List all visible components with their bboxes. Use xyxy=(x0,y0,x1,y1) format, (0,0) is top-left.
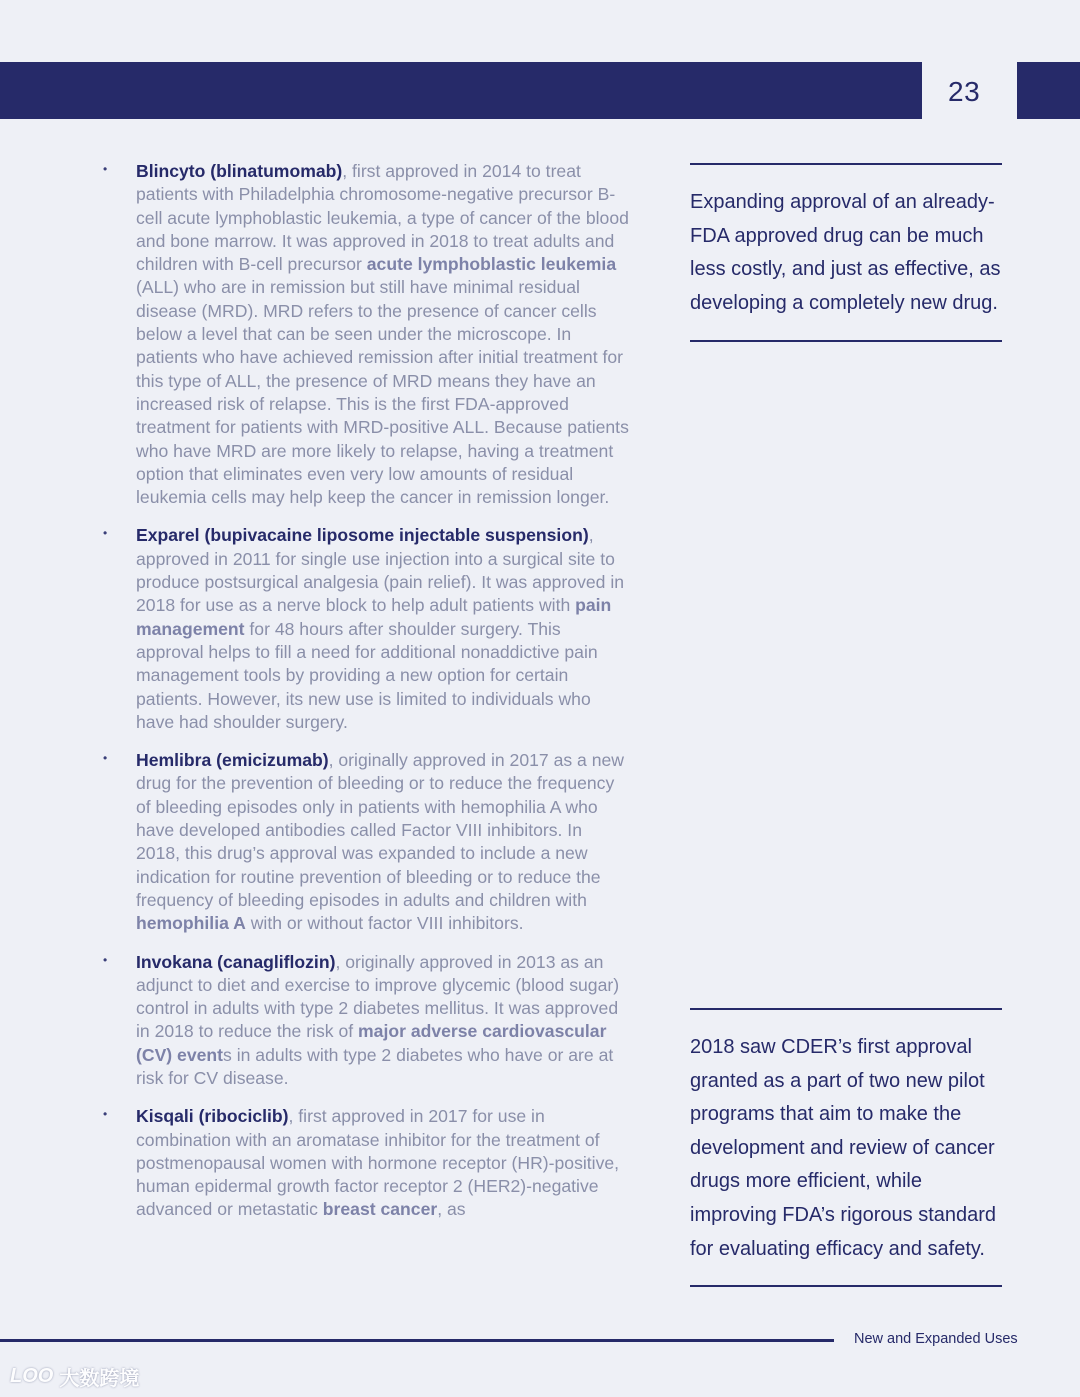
list-item-text xyxy=(136,160,630,509)
list-item xyxy=(100,524,630,734)
drug-name: Exparel (bupivacaine liposome injectable suspension) xyxy=(136,525,589,546)
pull-quote-text: Expanding approval of an already-FDA approved drug can be much less costly, and just as effective, as developing a completely new drug. xyxy=(690,191,1001,314)
body-text: s in adults with type 2 diabetes who have or are at risk for CV disease. xyxy=(136,1044,614,1088)
bullet-icon: • xyxy=(103,751,108,766)
term-link[interactable]: pain management xyxy=(136,595,612,639)
footer-divider xyxy=(0,1339,834,1342)
list-item-text xyxy=(136,951,630,1091)
header-bar-accent xyxy=(1017,62,1080,119)
bullet-icon: • xyxy=(103,162,108,176)
term-link[interactable]: acute lymphoblastic leukemia xyxy=(366,254,617,275)
term-link[interactable]: breast cancer xyxy=(322,1199,438,1220)
footer-section-title: New and Expanded Uses xyxy=(854,1331,1018,1347)
bullet-icon: • xyxy=(103,1107,108,1122)
list-item xyxy=(100,160,630,509)
body-text: , originally approved in 2017 as a new drug for the prevention of bleeding or to reduce the frequency of bleeding episodes only in patients with hemophilia A who have developed antibodies called Factor VIII inhibitors. In 2018, this drug’s approval was expanded to include a new indication for routine prevention of bleeding or to reduce the frequency of bleeding episodes in adults and children with xyxy=(136,750,624,910)
drug-name: Hemlibra (emicizumab) xyxy=(136,750,329,771)
list-item xyxy=(100,749,630,935)
body-text: with or without factor VIII inhibitors. xyxy=(245,913,524,934)
main-column xyxy=(100,160,630,1237)
watermark xyxy=(10,1362,139,1391)
pull-quote-text: 2018 saw CDER’s first approval granted as a part of two new pilot programs that aim to make the development and review of cancer drugs more efficient, while improving FDA’s rigorous standard for evaluating efficacy and safety. xyxy=(690,1036,997,1260)
drug-name: Invokana (canagliflozin) xyxy=(136,951,336,972)
term-link[interactable]: hemophilia A xyxy=(136,913,246,934)
bullet-icon: • xyxy=(103,952,108,967)
list-item xyxy=(100,951,630,1091)
list-item-text xyxy=(136,524,630,734)
body-text: (ALL) who are in remission but still have minimal residual disease (MRD). MRD refers to the presence of cancer cells below a level that can be seen under the microscope. In patients who have achieved remission after initial treatment for this type of ALL, the presence of MRD means they have an increased risk of relapse. This is the first FDA-approved treatment for patients with MRD-positive ALL. Because patients who have MRD are more likely to relapse, having a treatment option that eliminates even very low amounts of residual leukemia cells may help keep the cancer in remission longer. xyxy=(136,277,629,508)
body-text: , originally approved in 2013 as an adjunct to diet and exercise to improve glycemic (blood sugar) control in adults with type 2 diabetes mellitus. It was approved in 2018 to reduce the risk of xyxy=(136,951,620,1042)
body-text: for 48 hours after shoulder surgery. This approval helps to fill a need for additional nonaddictive pain management tools by providing a new option for certain patients. However, its new use is limited to individuals who have had shoulder surgery. xyxy=(136,618,598,732)
bullet-icon: • xyxy=(103,526,108,541)
list-item xyxy=(100,1105,630,1221)
drug-name: Blincyto (blinatumomab) xyxy=(136,161,343,181)
list-item-text xyxy=(136,749,630,935)
body-text: , as xyxy=(437,1199,466,1220)
body-text: , first approved in 2017 for use in combination with an aromatase inhibitor for the treatment of postmenopausal women with hormone receptor (HR)-positive, human epidermal growth factor receptor 2 (HER2)-negative advanced or metastatic xyxy=(136,1106,620,1220)
watermark-logo-icon: LOO xyxy=(10,1365,54,1387)
header-bar xyxy=(0,62,922,119)
watermark-text: 大数跨境 xyxy=(59,1368,140,1390)
body-text: , approved in 2011 for single use injection into a surgical site to produce postsurgical analgesia (pain relief). It was approved in 2018 for use as a nerve block to help adult patients with xyxy=(136,525,625,616)
term-link[interactable]: major adverse cardiovascular (CV) event xyxy=(136,1021,607,1065)
page-number: 23 xyxy=(948,76,981,107)
body-text: , first approved in 2014 to treat patients with Philadelphia chromosome-negative precursor B-cell acute lymphoblastic leukemia, a type of cancer of the blood and bone marrow. It was approved in 2018 to treat adults and children with B-cell precursor xyxy=(136,161,629,275)
list-item-text xyxy=(136,1105,630,1221)
pull-quote xyxy=(690,1008,1002,1287)
drug-name: Kisqali (ribociclib) xyxy=(136,1106,289,1127)
pull-quote xyxy=(690,163,1002,342)
